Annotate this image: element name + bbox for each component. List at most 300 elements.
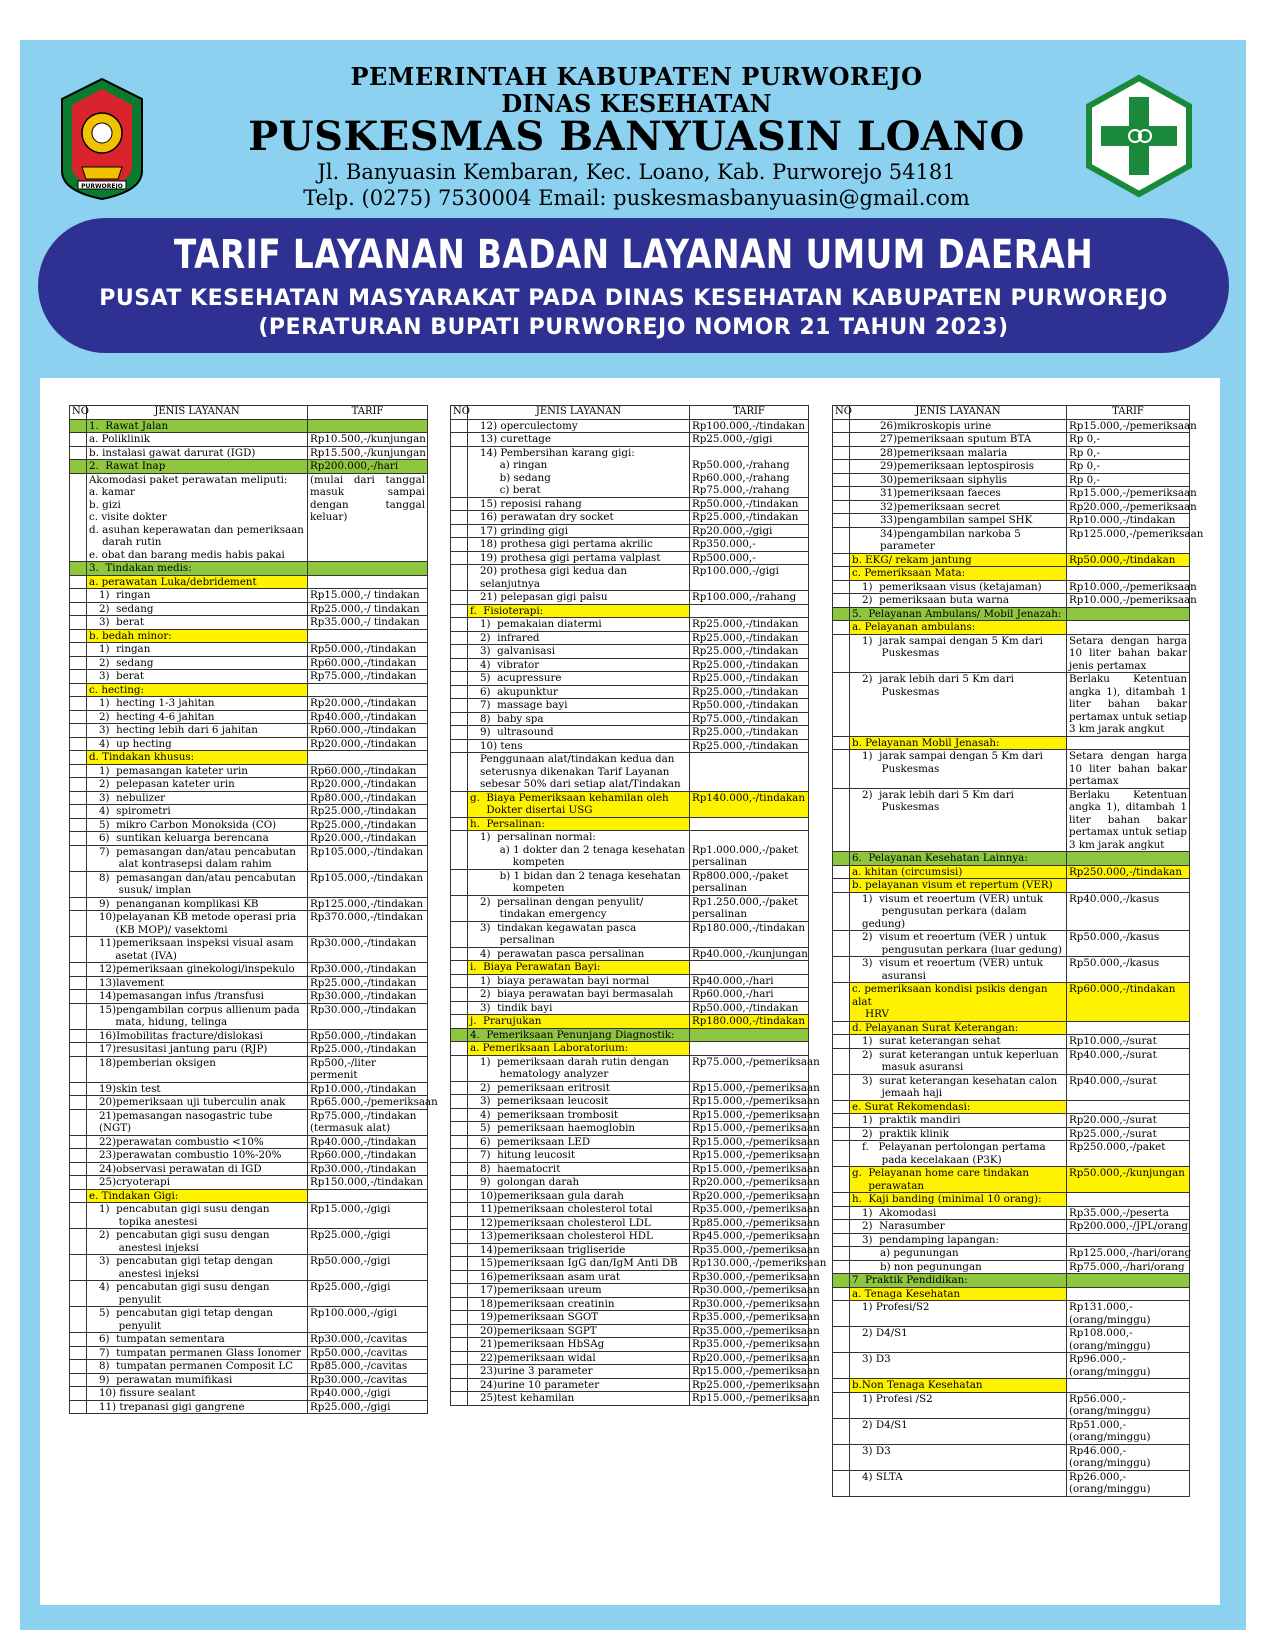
tariff-value: [1067, 1193, 1190, 1207]
table-row: [833, 446, 1190, 460]
row-number: [70, 1109, 87, 1135]
tariff-value: Rp25.000,-/tindakan: [690, 739, 809, 753]
tariff-value: Rp25.000,-/pemeriksaan: [690, 1378, 809, 1392]
tariff-value: Rp50.000,-/tindakan: [690, 699, 809, 713]
tariff-value: Rp15.000,-/gigi: [308, 1203, 428, 1229]
tariff-value: Rp35.000,-/pemeriksaan: [690, 1338, 809, 1352]
tariff-value: Rp108.000,- (orang/minggu): [1067, 1327, 1190, 1353]
tariff-value: Rp25.000,-/gigi: [308, 1229, 428, 1255]
table-row: [451, 1203, 809, 1217]
row-number: [833, 514, 850, 528]
table-row: [70, 1109, 428, 1135]
service-name: 9) penanganan komplikasi KB: [87, 897, 308, 911]
table-row: [451, 446, 809, 497]
service-name: 2) infrared: [468, 631, 690, 645]
table-row: [70, 1307, 428, 1333]
subsection-row: [451, 817, 809, 831]
row-number: [451, 511, 468, 525]
tariff-value: [1067, 567, 1190, 581]
subsection-row: [833, 1379, 1190, 1393]
row-number: [70, 937, 87, 963]
tariff-value: Rp200.000,-/hari: [308, 460, 428, 474]
row-number: [70, 710, 87, 724]
table-row: [70, 433, 428, 447]
tariff-value: Rp15.000,-/pemeriksaan: [1067, 487, 1190, 501]
table-row: [451, 831, 809, 870]
tariff-value: [308, 419, 428, 433]
tariff-value: [1067, 1100, 1190, 1114]
service-name: 2) persalinan dengan penyulit/ tindakan emergency: [468, 895, 690, 921]
puskesmas-title: PUSKESMAS BANYUASIN LOANO: [248, 113, 1025, 160]
tariff-value: Rp20.000,-/tindakan: [308, 778, 428, 792]
row-number: [451, 726, 468, 740]
service-name: 2) jarak lebih dari 5 Km dari Puskesmas: [850, 788, 1067, 852]
row-number: [451, 1162, 468, 1176]
table-row: [70, 1281, 428, 1307]
tariff-value: Rp20.000,-/tindakan: [308, 697, 428, 711]
tariff-value: Rp20.000,-/surat: [1067, 1114, 1190, 1128]
tariff-value: Rp45.000,-/pemeriksaan: [690, 1230, 809, 1244]
row-number: [833, 433, 850, 447]
table-row: [70, 724, 428, 738]
tariff-value: Rp10.000,-/pemeriksaan: [1067, 580, 1190, 594]
table-row: [833, 1048, 1190, 1074]
tariff-value: [1067, 852, 1190, 866]
row-number: [451, 497, 468, 511]
row-number: [70, 897, 87, 911]
tariff-value: Berlaku Ketentuan angka 1), ditambah 1 liter bahan bakar pertamax untuk setiap 3 km jarak angkut: [1067, 788, 1190, 852]
service-name: 9) ultrasound: [468, 726, 690, 740]
tariff-value: Rp60.000,-/tindakan: [308, 656, 428, 670]
row-number: [451, 645, 468, 659]
service-name: 32)pemeriksaan secret: [850, 500, 1067, 514]
row-number: [451, 988, 468, 1002]
table-row: [833, 1220, 1190, 1234]
table-row: [833, 931, 1190, 957]
service-name: 13)pemeriksaan cholesterol HDL: [468, 1230, 690, 1244]
row-number: [451, 524, 468, 538]
table-row: [70, 1135, 428, 1149]
tariff-value: [308, 629, 428, 643]
service-name: 10) fissure sealant: [87, 1387, 308, 1401]
government-line: PEMERINTAH KABUPATEN PURWOREJO: [350, 62, 923, 91]
table-row: [70, 937, 428, 963]
tariff-value: Rp180.000,-/tindakan: [690, 921, 809, 947]
table-row: [451, 1001, 809, 1015]
row-number: [70, 433, 87, 447]
tariff-value: Rp96.000,- (orang/minggu): [1067, 1353, 1190, 1379]
service-name: 8) baby spa: [468, 712, 690, 726]
tariff-value: Rp50.000,-/kunjungan: [1067, 1167, 1190, 1193]
tariff-value: Rp500,-/liter permenit: [308, 1056, 428, 1082]
service-name: 13)lavement: [87, 976, 308, 990]
table-row: [451, 1189, 809, 1203]
row-number: [833, 1141, 850, 1167]
row-number: [451, 1257, 468, 1271]
row-number: [70, 1229, 87, 1255]
service-name: b) 1 bidan dan 2 tenaga kesehatan kompeten: [468, 869, 690, 895]
table-row: [451, 524, 809, 538]
service-name: 3) surat keterangan kesehatan calon jemaah haji: [850, 1074, 1067, 1100]
table-row: [70, 1360, 428, 1374]
row-number: [70, 791, 87, 805]
service-name: 4) pencabutan gigi susu dengan penyulit: [87, 1281, 308, 1307]
service-name: 3) pemeriksaan leucosit: [468, 1095, 690, 1109]
tariff-value: Rp25.000,-/tindakan: [308, 805, 428, 819]
banner-subtitle: PUSAT KESEHATAN MASYARAKAT PADA DINAS KESEHATAN KABUPATEN PURWOREJO: [99, 286, 1168, 311]
table-row: [70, 832, 428, 846]
table-row: [451, 699, 809, 713]
row-number: [70, 1189, 87, 1203]
service-name: 6) tumpatan sementara: [87, 1333, 308, 1347]
tariff-value: Rp60.000,-/tindakan: [308, 1149, 428, 1163]
address-line: Jl. Banyuasin Kembaran, Kec. Loano, Kab. Purworejo 54181: [317, 160, 956, 184]
row-number: [833, 1274, 850, 1288]
tariff-value: [690, 961, 809, 975]
service-name: 24)observasi perawatan di IGD: [87, 1162, 308, 1176]
column-header-service: JENIS LAYANAN: [850, 406, 1067, 420]
section-row: [833, 607, 1190, 621]
tariff-value: Rp180.000,-/tindakan: [690, 1015, 809, 1029]
table-row: [451, 726, 809, 740]
row-number: [833, 419, 850, 433]
row-number: [451, 658, 468, 672]
tariff-value: Rp20.000,-/pemeriksaan: [1067, 500, 1190, 514]
row-number: [833, 1035, 850, 1049]
tariff-value: [308, 751, 428, 765]
tariff-value: Setara dengan harga 10 liter bahan bakar pertamax: [1067, 750, 1190, 789]
service-name: 2) hecting 4-6 jahitan: [87, 710, 308, 724]
tariff-value: Rp15.000,-/pemeriksaan: [690, 1095, 809, 1109]
row-number: [833, 1327, 850, 1353]
service-name: 21)pemasangan nasogastric tube (NGT): [87, 1109, 308, 1135]
tariff-value: Rp20.000,-/pemeriksaan: [690, 1176, 809, 1190]
row-number: [70, 1373, 87, 1387]
service-name: 19)pemeriksaan SGOT: [468, 1311, 690, 1325]
row-number: [70, 643, 87, 657]
row-number: [451, 1365, 468, 1379]
table-row: [451, 1176, 809, 1190]
service-name: 23)urine 3 parameter: [468, 1365, 690, 1379]
table-row: [833, 514, 1190, 528]
tariff-value: Rp125.000,-/pemeriksaan: [1067, 527, 1190, 553]
table-header-row: [451, 406, 809, 420]
service-name: 12)pemeriksaan cholesterol LDL: [468, 1216, 690, 1230]
service-name: 2) biaya perawatan bayi bermasalah: [468, 988, 690, 1002]
service-name: 3) berat: [87, 616, 308, 630]
section-row: [70, 419, 428, 433]
row-number: [833, 673, 850, 737]
tariff-value: Rp125.000,-/hari/orang: [1067, 1247, 1190, 1261]
table-row: [70, 710, 428, 724]
table-row: [451, 1230, 809, 1244]
tariff-value: (mulai dari tanggal masuk sampai dengan tanggal keluar): [308, 473, 428, 562]
tariff-value: Rp85.000,-/pemeriksaan: [690, 1216, 809, 1230]
subsection-row: [833, 1193, 1190, 1207]
table-row: [70, 1346, 428, 1360]
tariff-value: Rp130.000,-/pemeriksaan: [690, 1257, 809, 1271]
row-number: [833, 1074, 850, 1100]
tariff-value: Rp40.000,-/gigi: [308, 1387, 428, 1401]
tariff-value: Rp40.000,-/hari: [690, 974, 809, 988]
column-header-tariff: TARIF: [1067, 406, 1190, 420]
service-name: a. Poliklinik: [87, 433, 308, 447]
service-name: d. Pelayanan Surat Keterangan:: [850, 1021, 1067, 1035]
service-name: 20) prothesa gigi kedua dan selanjutnya: [468, 565, 690, 591]
row-number: [451, 712, 468, 726]
tariff-table-column-2: [450, 405, 827, 1406]
row-number: [451, 1378, 468, 1392]
tariff-value: Rp25.000,-/tindakan: [690, 511, 809, 525]
tariff-value: Rp50.000,-/tindakan: [690, 497, 809, 511]
tariff-value: [690, 1042, 809, 1056]
table-row: [70, 1373, 428, 1387]
row-number: [70, 963, 87, 977]
service-name: 16) perawatan dry socket: [468, 511, 690, 525]
row-number: [451, 869, 468, 895]
service-name: 4. Pemeriksaan Penunjang Diagnostik:: [468, 1028, 690, 1042]
service-name: 4) pemeriksaan trombosit: [468, 1108, 690, 1122]
service-name: 7) tumpatan permanen Glass Ionomer: [87, 1346, 308, 1360]
service-name: 1. Rawat Jalan: [87, 419, 308, 433]
tariff-value: Rp200.000,-/JPL/orang: [1067, 1220, 1190, 1234]
table-row: [833, 634, 1190, 673]
table-row: [70, 1029, 428, 1043]
tariff-value: Rp25.000,-/gigi: [308, 1400, 428, 1414]
row-number: [451, 1042, 468, 1056]
table-row: [70, 1043, 428, 1057]
service-name: 4) spirometri: [87, 805, 308, 819]
tariff-value: Rp25.000,-/tindakan: [308, 1043, 428, 1057]
tariff-value: Rp50.000,-/kasus: [1067, 931, 1190, 957]
table-row: [70, 805, 428, 819]
service-name: 8) pemasangan dan/atau pencabutan susuk/ implan: [87, 871, 308, 897]
table-row: [70, 791, 428, 805]
table-row: [833, 1470, 1190, 1496]
table-row: [70, 1255, 428, 1281]
tariff-value: Rp15.000,-/pemeriksaan: [690, 1149, 809, 1163]
table-row: [70, 1056, 428, 1082]
table-row: [70, 897, 428, 911]
service-name: 18)pemberian oksigen: [87, 1056, 308, 1082]
service-name: 5. Pelayanan Ambulans/ Mobil Jenazah:: [850, 607, 1067, 621]
service-name: 2) pemeriksaan eritrosit: [468, 1081, 690, 1095]
row-number: [70, 1387, 87, 1401]
tariff-value: Rp100.000,-/tindakan: [690, 419, 809, 433]
tariff-value: [690, 604, 809, 618]
row-number: [833, 1127, 850, 1141]
table-header-row: [833, 406, 1190, 420]
service-name: 7) massage bayi: [468, 699, 690, 713]
tariff-value: Rp250.000,-/paket: [1067, 1141, 1190, 1167]
service-name: 6) akupunktur: [468, 685, 690, 699]
service-name: 18)pemeriksaan creatinin: [468, 1297, 690, 1311]
row-number: [70, 1162, 87, 1176]
tariff-value: Rp40.000,-/tindakan: [308, 1135, 428, 1149]
tariff-value: Rp30.000,-/tindakan: [308, 937, 428, 963]
table-row: [833, 673, 1190, 737]
row-number: [833, 567, 850, 581]
tariff-value: Rp75.000,-/tindakan: [308, 670, 428, 684]
table-row: [451, 921, 809, 947]
row-number: [451, 551, 468, 565]
tariff-value: Rp30.000,-/pemeriksaan: [690, 1297, 809, 1311]
row-number: [833, 473, 850, 487]
subsection-row: [833, 879, 1190, 893]
table-row: [451, 565, 809, 591]
table-row: [833, 1247, 1190, 1261]
tariff-value: Rp26.000,- (orang/minggu): [1067, 1470, 1190, 1496]
service-name: 14)pemasangan infus /transfusi: [87, 990, 308, 1004]
table-row: [451, 538, 809, 552]
table-row: [451, 551, 809, 565]
service-name: 3) D3: [850, 1353, 1067, 1379]
row-number: [70, 616, 87, 630]
service-name: a) pegunungan: [850, 1247, 1067, 1261]
row-number: [833, 736, 850, 750]
service-name: a. Pelayanan ambulans:: [850, 621, 1067, 635]
service-name: 4) up hecting: [87, 737, 308, 751]
table-row: [451, 591, 809, 605]
service-name: 14)pemeriksaan trigliseride: [468, 1243, 690, 1257]
row-number: [70, 697, 87, 711]
tariff-table-column-1: [69, 405, 438, 1414]
tariff-value: Rp10.000,-/pemeriksaan: [1067, 594, 1190, 608]
row-number: [70, 976, 87, 990]
row-number: [451, 739, 468, 753]
table-row: [70, 1203, 428, 1229]
tariff-value: Rp35.000,-/pemeriksaan: [690, 1311, 809, 1325]
table-row: [833, 1035, 1190, 1049]
service-name: 2) praktik klinik: [850, 1127, 1067, 1141]
tariff-value: Rp50.000,-/rahang Rp60.000,-/rahang Rp75.000,-/rahang: [690, 446, 809, 497]
service-name: e. Tindakan Gigi:: [87, 1189, 308, 1203]
table-row: [451, 1149, 809, 1163]
row-number: [451, 1028, 468, 1042]
row-number: [70, 845, 87, 871]
column-header-tariff: TARIF: [308, 406, 428, 420]
tariff-value: Rp60.000,-/tindakan: [308, 764, 428, 778]
tariff-table: [450, 405, 827, 1406]
table-row: [70, 778, 428, 792]
row-number: [451, 1311, 468, 1325]
table-row: [70, 911, 428, 937]
row-number: [833, 1392, 850, 1418]
tariff-value: Rp30.000,-/tindakan: [308, 963, 428, 977]
tariff-value: Rp25.000,-/tindakan: [308, 976, 428, 990]
tariff-value: Rp125.000,-/tindakan: [308, 897, 428, 911]
row-number: [451, 1243, 468, 1257]
tariff-value: Rp75.000,-/tindakan: [690, 712, 809, 726]
row-number: [833, 1444, 850, 1470]
table-row: [70, 976, 428, 990]
service-name: 2) sedang: [87, 602, 308, 616]
service-name: 2) D4/S1: [850, 1418, 1067, 1444]
subsection-row: [70, 751, 428, 765]
table-row: [833, 1206, 1190, 1220]
service-name: 10)pemeriksaan gula darah: [468, 1189, 690, 1203]
tariff-value: Rp20.000,-/pemeriksaan: [690, 1189, 809, 1203]
service-name: 21) pelepasan gigi palsu: [468, 591, 690, 605]
tariff-value: Rp105.000,-/tindakan: [308, 845, 428, 871]
table-row: [451, 1378, 809, 1392]
tariff-value: Berlaku Ketentuan angka 1), ditambah 1 liter bahan bakar pertamax untuk setiap 3 km jarak angkut: [1067, 673, 1190, 737]
service-name: 1) visum et reoertum (VER) untuk pengusutan perkara (dalam gedung): [850, 892, 1067, 931]
table-row: [451, 1243, 809, 1257]
table-row: [451, 658, 809, 672]
section-row: [70, 562, 428, 576]
service-name: 1) pemeriksaan visus (ketajaman): [850, 580, 1067, 594]
tariff-value: Rp1.250.000,-/paket persalinan: [690, 895, 809, 921]
tariff-value: Rp80.000,-/tindakan: [308, 791, 428, 805]
service-name: 24)urine 10 parameter: [468, 1378, 690, 1392]
subsection-row: [833, 621, 1190, 635]
service-name: h. Persalinan:: [468, 817, 690, 831]
tariff-value: Rp15.000,-/pemeriksaan: [690, 1122, 809, 1136]
tariff-value: Rp25.000,-/tindakan: [690, 672, 809, 686]
row-number: [451, 1392, 468, 1406]
table-row: [451, 1392, 809, 1406]
subsection-row: [833, 553, 1190, 567]
tariff-value: Rp30.000,-/cavitas: [308, 1333, 428, 1347]
row-number: [451, 631, 468, 645]
service-name: 3) visum et reoertum (VER) untuk asuransi: [850, 957, 1067, 983]
tariff-value: Rp50.000,-/tindakan: [308, 643, 428, 657]
service-name: 1) biaya perawatan bayi normal: [468, 974, 690, 988]
service-name: 3) tindik bayi: [468, 1001, 690, 1015]
tariff-value: Rp40.000,-/kunjungan: [690, 947, 809, 961]
table-header-row: [70, 406, 428, 420]
row-number: [70, 629, 87, 643]
service-name: c. hecting:: [87, 683, 308, 697]
tariff-value: Rp15.000,-/pemeriksaan: [690, 1081, 809, 1095]
service-name: 1) persalinan normal: a) 1 dokter dan 2 tenaga kesehatan kompeten: [468, 831, 690, 870]
service-name: 3) hecting lebih dari 6 jahitan: [87, 724, 308, 738]
service-name: 2) pemeriksaan buta warna: [850, 594, 1067, 608]
row-number: [70, 1029, 87, 1043]
table-row: [833, 892, 1190, 931]
tariff-value: Rp15.000,-/ tindakan: [308, 589, 428, 603]
row-number: [451, 1189, 468, 1203]
row-number: [833, 1418, 850, 1444]
row-number: [833, 957, 850, 983]
row-number: [451, 446, 468, 497]
row-number: [70, 1176, 87, 1190]
row-number: [833, 460, 850, 474]
service-name: 3) pencabutan gigi tetap dengan anestesi injeksi: [87, 1255, 308, 1281]
row-number: [833, 580, 850, 594]
service-name: i. Biaya Perawatan Bayi:: [468, 961, 690, 975]
service-name: 29)pemeriksaan leptospirosis: [850, 460, 1067, 474]
column-header-no: NO: [833, 406, 850, 420]
row-number: [451, 1108, 468, 1122]
service-name: 1) surat keterangan sehat: [850, 1035, 1067, 1049]
table-row: [833, 1114, 1190, 1128]
row-number: [451, 1216, 468, 1230]
tariff-value: Rp25.000,-/tindakan: [690, 618, 809, 632]
tariff-value: Rp250.000,-/tindakan: [1067, 865, 1190, 879]
service-name: c. Pemeriksaan Mata:: [850, 567, 1067, 581]
tariff-table: [832, 405, 1204, 1497]
table-row: [70, 1400, 428, 1414]
service-name: 1) pemakaian diatermi: [468, 618, 690, 632]
tariff-value: Rp35.000,-/pemeriksaan: [690, 1243, 809, 1257]
service-name: a. Tenaga Kesehatan: [850, 1287, 1067, 1301]
row-number: [70, 1400, 87, 1414]
table-row: [833, 1260, 1190, 1274]
table-row: [70, 1096, 428, 1110]
service-name: b. pelayanan visum et repertum (VER): [850, 879, 1067, 893]
